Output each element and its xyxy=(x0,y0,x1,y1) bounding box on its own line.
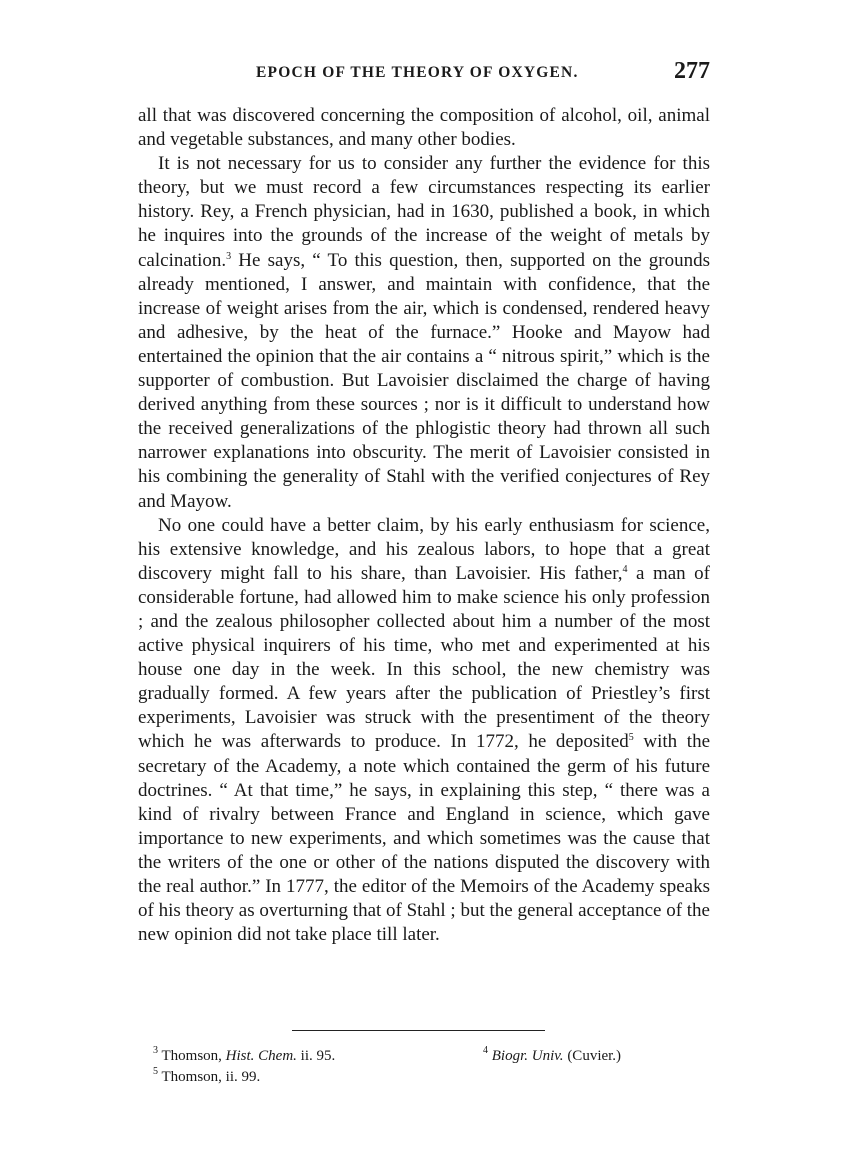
running-title: EPOCH OF THE THEORY OF OXYGEN. xyxy=(256,64,579,81)
paragraph-3-text-b: a man of considerable fortune, had allowed him to make science his only profession ; and the zealous philosopher collected about him a number of the most active physical inquirers of his time, who met and experimented at his house one day in the week. In this school, the new chemistry was gradually formed. A few years after the publication of Priestley’s first experiments, Lavoisier was struck with the presentiment of the theory which he was afterwards to produce. In 1772, he deposited xyxy=(138,562,710,753)
footnote-3-author: Thomson, xyxy=(161,1048,222,1064)
footnote-3-mark: 3 xyxy=(153,1045,158,1056)
footnote-5-mark: 5 xyxy=(153,1066,158,1077)
paragraph-2-text-a: It is not necessary for us to consider any further the evidence for this theory, but we must record a few circumstances respecting its earlier history. Rey, a French physician, had in 1630, published a book, in which he inquires into the grounds of the increase of the weight of metals by calcination. xyxy=(138,153,710,271)
page-number: 277 xyxy=(674,58,710,84)
paragraph-2-text-b: He says, “ To this question, then, supported on the grounds already mentioned, I answer, and maintain with confidence, that the increase of weight arises from the air, which is condensed, rendered heavy and adhesive, by the heat of the furnace.” Hooke and Mayow had entertained the opinion that the air contains a “ nitrous spirit,” which is the supporter of combustion. But Lavoisier disclaimed the charge of having derived anything from these sources ; nor is it difficult to understand how the received generalizations of the phlogistic theory had thrown all such narrower explanations into obscurity. The merit of Lavoisier consisted in his combining the generality of Stahl with the verified conjectures of Rey and Mayow. xyxy=(138,249,710,512)
footnote-3-ref: ii. 95. xyxy=(300,1048,336,1064)
paragraph-1 xyxy=(138,104,710,152)
page-header xyxy=(138,58,710,92)
footnote-5 xyxy=(153,1067,260,1088)
footnote-ref-4: 4 xyxy=(622,563,628,575)
footnote-5-text: Thomson, ii. 99. xyxy=(161,1069,261,1085)
footnote-4-mark: 4 xyxy=(483,1045,488,1056)
paragraph-3 xyxy=(138,514,710,948)
paragraph-3-text-a: No one could have a better claim, by his early enthusiasm for science, his extensive knowledge, and his zealous labors, to hope that a great discovery might fall to his share, than Lavoisier. His father, xyxy=(138,514,710,584)
paragraph-2 xyxy=(138,152,710,513)
footnote-ref-3: 3 xyxy=(226,250,232,262)
paragraph-1-text: all that was discovered concerning the composition of alcohol, oil, animal and vegetable substances, and many other bodies. xyxy=(138,105,710,151)
footnote-3 xyxy=(153,1046,335,1067)
footnote-ref-5: 5 xyxy=(628,732,634,744)
footnote-3-title: Hist. Chem. xyxy=(225,1048,297,1064)
footnote-4-title: Biogr. Univ. xyxy=(491,1048,564,1064)
footnote-4 xyxy=(483,1046,621,1067)
footnote-4-ref: (Cuvier.) xyxy=(567,1048,622,1064)
body-text xyxy=(138,104,710,947)
footnote-divider xyxy=(292,1030,545,1031)
paragraph-3-text-c: with the secretary of the Academy, a note which contained the germ of his future doctrines. “ At that time,” he says, in explaining this step, “ there was a kind of rivalry between France and England in science, which gave importance to new experiments, and which sometimes was the cause that the writers of the one or other of the nations disputed the discovery with the real author.” In 1777, the editor of the Memoirs of the Academy speaks of his theory as overturning that of Stahl ; but the general acceptance of the new opinion did not take place till later. xyxy=(138,731,711,946)
